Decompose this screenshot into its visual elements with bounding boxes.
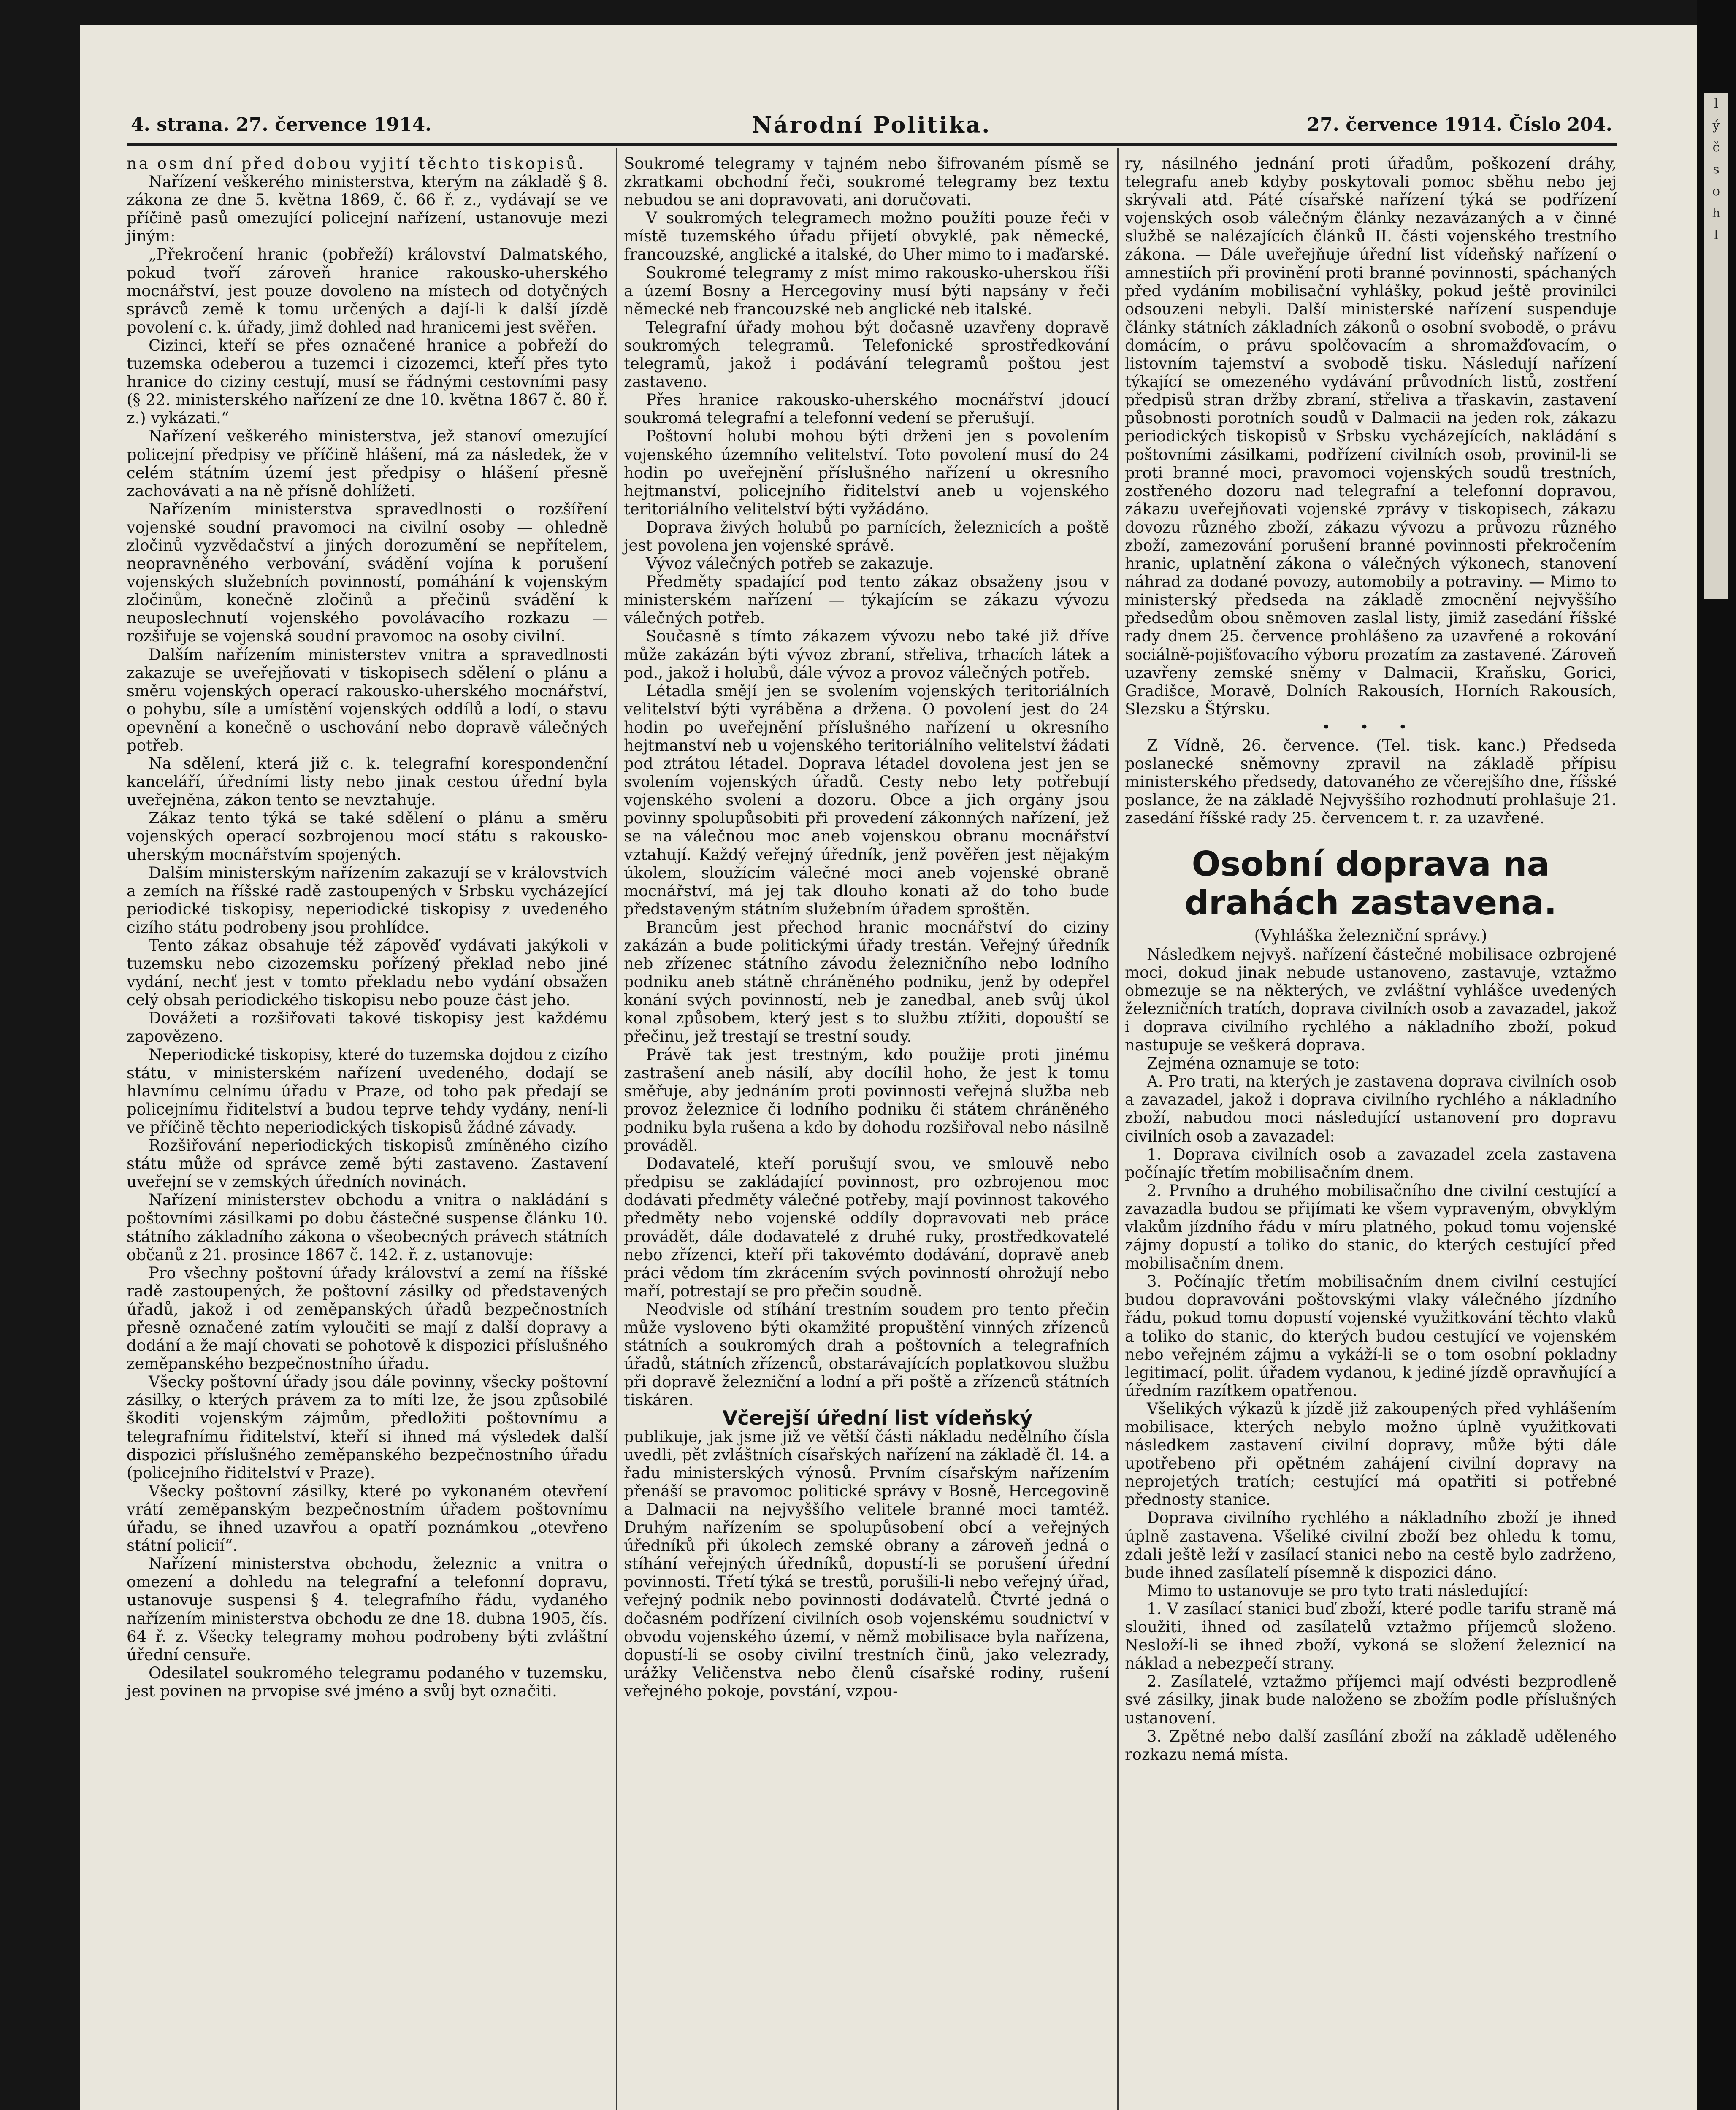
paragraph: 2. Prvního a druhého mobilisačního dne civilní cestující a zavazadla budou se přijímati ke všem vypraveným, obvyklým vlakům jízdního řádu v míru platného, pokud tomu vojenské zájmy dopustí a toliko do stanic, do kterých cestující před mobilisačním dnem.: [1125, 1181, 1617, 1273]
paragraph: Zejména oznamuje se toto:: [1147, 1054, 1360, 1073]
paragraph: V soukromých telegramech možno použíti pouze řeči v místě tuzemského úřadu přijetí obvyklé, pak německé, francouzské, anglické a italské, do Uher mimo to i maďarské.: [624, 209, 1109, 264]
edge-mark: o: [1712, 184, 1720, 199]
paragraph: 1. V zasílací stanici buď zboží, které podle tarifu straně má sloužiti, ihned od zasílatelů vztažmo příjemců složeno. Nesloží-li se ihned zboží, vykoná se složení železnicí na náklad a nebezpečí strany.: [1125, 1599, 1617, 1673]
section-heading: Včerejší úřední list vídeňský: [722, 1407, 1033, 1430]
paragraph: Nařízením ministerstva spravedlnosti o rozšíření vojenské soudní pravomoci na civilní osoby — ohledně zločinů vyzvědačství a jiných dorozumění se nepřítelem, neopravněného verbování, svádění vojína k porušení vojenských služebních povinností, pomáhání k vojenským zločinům, konečně zločinů a přečinů svádění k neuposlechnutí vojenského povolávacího rozkazu — rozšiřuje se vojenská soudní pravomoc na osoby civilní.: [127, 500, 608, 646]
paragraph: Mimo to ustanovuje se pro tyto trati následující:: [1147, 1581, 1528, 1600]
article-headline: Osobní doprava na drahách zastavena.: [1184, 844, 1557, 923]
paragraph: Telegrafní úřady mohou být dočasně uzavřeny dopravě soukromých telegramů. Telefonické sprostředkování telegramů, jakož i podávání telegramů poštou jest zastaveno.: [624, 318, 1109, 391]
paragraph: 2. Zasílatelé, vztažmo příjemci mají odvésti bezprodleně své zásilky, jinak bude naloženo se zbožím podle příslušných ustanovení.: [1125, 1672, 1617, 1727]
paragraph: ry, násilného jednání proti úřadům, poškození dráhy, telegrafu aneb kdyby poskytovali pomoc sběhu nebo jej skrývali atd. Páté císařské nařízení týká se podřízení vojenských osob válečným články nezavázaných a v činné službě se nalézajících článků II. části vojenského trestního zákona. — Dále uveřejňuje úřední list vídeňský nařízení o amnestiích při provinění proti branné povinnosti, spáchaných před vydáním mobilisační vyhlášky, pokud ještě provinilci odsouzeni nebyli. Další ministerské nařízení suspenduje články státních základních zákonů o osobní svobodě, o právu domácím, o právu spolčovacím a shromažďovacím, o listovním tajemství a svobodě tisku. Následují nařízení týkající se omezeného vydávání průvodních listů, zostření předpisů stran držby zbraní, střeliva a třaskavin, zastavení působnosti porotních soudů v Dalmacii na jeden rok, zákazu periodických tiskopisů v Srbsku vycházejících, nakládání s poštovními zásilkami, podřízení civilních osob, provinil-li se proti branné moci, pravomoci vojenských soudů trestních, zostřeného dozoru nad telegrafní a telefonní dopravou, zákazu uveřejňovati vojenské zprávy v tiskopisech, zákazu dovozu různého zboží, zákazu vývozu a průvozu různého zboží, zamezování porušení branné povinnosti překročením hranic, uplatnění zákona o válečných výkonech, stanovení náhrad za dodané povozy, automobily a potraviny. — Mimo to ministerský předseda na základě zmocnění nejvyššího předsedům obou sněmoven zaslal listy, jimiž zasedání říšské rady dnem 25. července prohlášeno za uzavřené a rokování sociálně-pojišťovacího výboru prozatím za zastavené. Zároveň uzavřeny zemské sněmy v Dalmacii, Kraňsku, Gorici, Gradišce, Moravě, Dolních Rakousích, Horních Rakousích, Slezsku a Štýrsku.: [1125, 154, 1617, 718]
paragraph: Neperiodické tiskopisy, které do tuzemska dojdou z cizího státu, v ministerském nařízení uvedeného, dodají se hlavnímu celnímu úřadu v Praze, od toho pak předají se policejnímu řiditelství a budou teprve tehdy vydány, není-li ve příčině těchto neperiodických tiskopisů žádné závady.: [127, 1045, 608, 1136]
paragraph: Odesilatel soukromého telegramu podaného v tuzemsku, jest povinen na prvopise své jméno a svůj byt označiti.: [127, 1664, 608, 1700]
paragraph: Všecky poštovní úřady jsou dále povinny, všecky poštovní zásilky, o kterých právem za to míti lze, že jsou způsobilé škoditi vojenským zájmům, předložiti poštovnímu a telegrafnímu řiditelství, kteří si ihned má výsledek další dispozici příslušného zeměpanského bezpečnostního úřadu (policejního řiditelství v Praze).: [127, 1373, 608, 1482]
paragraph: „Překročení hranic (pobřeží) království Dalmatského, pokud tvoří zároveň hranice rakousko-uherského mocnářství, jest pouze dovoleno na místech od dotyčných správců země k tomu určených a dají-li k další jízdě povolení c. k. úřady, jimž dohled nad hranicemi jest svěřen.: [127, 245, 608, 336]
newspaper-title: Národní Politika.: [752, 112, 991, 138]
column-3: [1125, 154, 1617, 2110]
edge-mark: h: [1712, 206, 1720, 221]
paragraph: A. Pro trati, na kterých je zastavena doprava civilních osob a zavazadel, jakož i doprava civilního rychlého a nákladního zboží, nabudou moci následující ustanovení pro dopravu civilních osob a zavazadel:: [1125, 1072, 1617, 1145]
paragraph: Právě tak jest trestným, kdo použije proti jinému zastrašení aneb násilí, aby docílil hoho, že jest k tomu směřuje, aby jednáním proti povinnosti veřejná služba neb provoz železnice či lodního podniku či státem chráněného podniku byla rušena a kdo by dohodu rozšiřoval nebo násilně prováděl.: [624, 1045, 1109, 1155]
paragraph: Všecky poštovní zásilky, které po vykonaném otevření vrátí zeměpanským bezpečnostním úřadem poštovnímu úřadu, se ihned uzavřou a opatří poznámkou „otevřeno státní policií“.: [127, 1482, 608, 1555]
paragraph: Pro všechny poštovní úřady království a zemí na říšské radě zastoupených, že poštovní zásilky od představených úřadů, jakož i od zeměpanských úřadů bezpečnostních přesně označené zatím vyloučiti se mají z další dopravy a dodání a že mají chovati se pohotově k dispozici příslušného zeměpanského bezpečnostního úřadu.: [127, 1263, 608, 1373]
paragraph: Soukromé telegramy v tajném nebo šifrovaném písmě se zkratkami obchodní řeči, soukromé telegramy bez textu nebudou se ani dopravovati, ani doručovati.: [624, 154, 1109, 209]
paragraph: Brancům jest přechod hranic mocnářství do ciziny zakázán a bude politickými úřady trestán. Veřejný úředník neb zřízenec státního závodu železničního nebo lodního podniku aneb státně chráněného podniku, jenž by odepřel konání svých povinností, neb je zanedbal, aneb svůj úkol konal způsobem, který jest s to službu ztížiti, dopouští se přečinu, jež trestají se trestní soudy.: [624, 918, 1109, 1046]
edge-mark: s: [1713, 162, 1720, 177]
edge-mark: č: [1712, 140, 1720, 155]
paragraph: Doprava živých holubů po parnících, železnicích a poště jest povolena jen vojenské správě.: [624, 518, 1109, 555]
paragraph: Soukromé telegramy z míst mimo rakousko-uherskou říši a území Bosny a Hercegoviny musí býti napsány v řeči německé neb francouzské neb anglické neb italské.: [624, 263, 1109, 318]
edge-mark: l: [1714, 96, 1718, 111]
header-rule: [127, 143, 1617, 146]
paragraph: Dovážeti a rozšiřovati takové tiskopisy jest každému zapovězeno.: [127, 1009, 608, 1046]
paragraph: na osm dní před dobou vyjití těchto tiskopisů.: [127, 154, 586, 173]
paragraph: Doprava civilního rychlého a nákladního zboží je ihned úplně zastavena. Všeliké civilní zboží bez ohledu k tomu, zdali ještě leží v zasílací stanici nebo na cestě bylo zadrženo, bude ihned zasílatelí písemně k dispozici dáno.: [1125, 1509, 1617, 1582]
paragraph: Nařízení veškerého ministerstva, kterým na základě § 8. zákona ze dne 5. května 1869, č. 66 ř. z., vydávají se ve příčině pasů omezující policejní nařízení, ustanovuje mezi jiným:: [127, 173, 608, 246]
edge-mark: ý: [1712, 118, 1720, 133]
paragraph: Z Vídně, 26. července. (Tel. tisk. kanc.) Předseda poslanecké sněmovny zpravil na základě přípisu ministerského předsedy, datovaného ze včerejšího dne, říšské poslance, že na základě Nejvyššího rozhodnutí prohlašuje 21. zasedání říšské rady 25. červencem t. r. za uzavřené.: [1125, 736, 1617, 828]
page-header: [127, 111, 1617, 144]
paragraph: 3. Počínajíc třetím mobilisačním dnem civilní cestující budou dopravováni poštovskými vlaky válečného jízdního řádu, pokud tomu dopustí vojenské využitkování těchto vlaků a toliko do stanic, do kterých budou cestující ve vojenském nebo veřejném zájmu a vykáží-li se o tom osobní pokladny legitimací, polit. úřadem vydanou, k jediné jízdě opravňující a úředním razítkem opatřenou.: [1125, 1272, 1617, 1400]
paragraph: Nařízení ministerstva obchodu, železnic a vnitra o omezení a dohledu na telegrafní a telefonní dopravu, ustanovuje suspensi § 4. telegrafního řádu, vydaného nařízením ministerstva obchodu ze dne 18. dubna 1905, čís. 64 ř. z. Všecky telegramy mohou podrobeny býti zvláštní úřední censuře.: [127, 1555, 608, 1664]
paragraph: Dalším nařízením ministerstev vnitra a spravedlnosti zakazuje se uveřejňovati v tiskopisech sdělení o plánu a směru vojenských operací rakousko-uherského mocnářství, o pohybu, síle a umístění vojenských oddílů a lodí, o stavu opevnění a konečně o uschování nebo dopravě válečných potřeb.: [127, 645, 608, 755]
header-page-date: 4. strana. 27. července 1914.: [131, 114, 432, 135]
column-2: [624, 154, 1109, 2110]
paragraph: Poštovní holubi mohou býti drženi jen s povolením vojenského územního velitelství. Toto povolení musí do 24 hodin po uveřejnění příslušného nařízení u okresního hejtmanství, policejního řiditelství aneb u vojenského teritoriálního velitelství býti vyžádáno.: [624, 427, 1109, 518]
paragraph: Nařízení veškerého ministerstva, jež stanoví omezující policejní předpisy ve příčině hlášení, má za následek, že v celém státním území jest předpisy o hlášení přesně zachovávati a na ně přísně dohlížeti.: [127, 427, 608, 500]
paragraph: Současně s tímto zákazem vývozu nebo také již dříve může zakázán býti vývoz zbraní, střeliva, trhacích látek a pod., jakož i holubů, dále vývoz a provoz válečných potřeb.: [624, 627, 1109, 682]
column-separator: [1117, 148, 1119, 2110]
column-separator: [616, 148, 617, 2110]
paragraph: Dalším ministerským nařízením zakazují se v královstvích a zemích na říšské radě zastoupených v Srbsku vycházející periodické tiskopisy, neperiodické tiskopisy z uvedeného cizího státu podrobeny jsou prohlídce.: [127, 863, 608, 936]
column-1: [127, 154, 608, 2110]
paragraph: Na sdělení, která již c. k. telegrafní korespondenční kanceláří, úředními listy nebo jinak cestou úřední byla uveřejněna, zákon tento se nevztahuje.: [127, 755, 608, 809]
paragraph: Předměty spadající pod tento zákaz obsaženy jsou v ministerském nařízení — týkajícím se zákazu vývozu válečných potřeb.: [624, 573, 1109, 628]
paragraph: Létadla smějí jen se svolením vojenských teritoriálních velitelství býti vyráběna a držena. O povolení jest do 24 hodin po uveřejnění příslušného nařízení u okresního hejtmanství neb u vojenského teritoriálního velitelství žádati pod ztrátou létadel. Doprava létadel dovolena jest jen se svolením vojenských úřadů. Cesty nebo lety potřebují vojenského svolení a dozoru. Obce a jich orgány jsou povinny spolupůsobiti při provedení zákonných nařízení, jež se na válečnou moc aneb vojenskou obranu mocnářství vztahují. Každý veřejný úředník, jenž pověřen jest nějakým úkolem, sloužícím válečné moci aneb vojenské obraně mocnářství, má jej tak dlouho konati až do toho bude představeným státním služebním úřadem sproštěn.: [624, 682, 1109, 918]
paragraph: 3. Zpětné nebo další zasílání zboží na základě uděleného rozkazu nemá místa.: [1125, 1727, 1617, 1764]
paragraph: Vývoz válečných potřeb se zakazuje.: [646, 555, 934, 573]
paragraph: Tento zákaz obsahuje též zápověď vydávati jakýkoli v tuzemsku nebo cizozemsku pořízený překlad nebo jiné vydání, nechť jest v tomto překladu nebo vydání obsažen celý obsah periodického tiskopisu nebo pouze část jeho.: [127, 936, 608, 1009]
article-subheading: (Vyhláška železniční správy.): [1254, 926, 1487, 945]
paragraph: Neodvisle od stíhání trestním soudem pro tento přečin může vysloveno býti okamžité propuštění vinných zřízenců státních a soukromých drah a poštovních a telegrafních úřadů, státních zřízenců, obstarávajících poplatkovou službu při dopravě železniční a lodní a při poště a zřízenců státních tiskáren.: [624, 1300, 1109, 1409]
paragraph: Přes hranice rakousko-uherského mocnářství jdoucí soukromá telegrafní a telefonní vedení se přerušují.: [624, 391, 1109, 427]
paragraph: 1. Doprava civilních osob a zavazadel zcela zastavena počínajíc třetím mobilisačním dnem.: [1125, 1145, 1617, 1182]
separator-dots: • • •: [1322, 718, 1420, 736]
paragraph: Cizinci, kteří se přes označené hranice a pobřeží do tuzemska odeberou a tuzemci i cizozemci, kteří přes tyto hranice do ciziny cestují, musí se řádnými cestovními pasy (§ 22. ministerského nařízení ze dne 10. května 1867 č. 80 ř. z.) vykázati.“: [127, 336, 608, 427]
edge-mark: l: [1714, 228, 1718, 243]
header-issue-number: 27. července 1914. Číslo 204.: [1307, 114, 1612, 135]
paragraph: Všelikých výkazů k jízdě již zakoupených před vyhlášením mobilisace, kterých nebylo možno úplně využitkovati následkem zastavení civilní dopravy, může býti dále upotřebeno při opětném zahájení civilní dopravy na neprojetých tratích; cestující má opatřiti si potřebné přednosty stanice.: [1125, 1399, 1617, 1509]
paragraph: Dodavatelé, kteří porušují svou, ve smlouvě nebo předpisu se zakládající povinnost, pro ozbrojenou moc dodávati předměty válečné potřeby, mají povinnost takového předměty nebo vojenské oddíly dopravovati neb práce provádět, dále dodavatelé z druhé ruky, prostředkovatelé nebo zřízenci, kteří při takovémto dodávání, dopravě aneb práci vědom tím zkrácením svých povinností ohrožují nebo maří, potrestají se pro přečin soudně.: [624, 1155, 1109, 1300]
paragraph: Nařízení ministerstev obchodu a vnitra o nakládání s poštovními zásilkami po dobu částečné suspense článku 10. státního základního zákona o všeobecných právech státních občanů z 21. prosince 1867 č. 142. ř. z. ustanovuje:: [127, 1191, 608, 1264]
paragraph: Rozšiřování neperiodických tiskopisů zmíněného cizího státu může od správce země býti zastaveno. Zastavení uveřejní se v zemských úředních novinách.: [127, 1136, 608, 1191]
adjacent-page-strip: [1704, 93, 1728, 599]
paragraph: Následkem nejvyš. nařízení částečné mobilisace ozbrojené moci, dokud jinak nebude ustanoveno, zastavuje, vztažmo obmezuje se na některých, ve zvláštní vyhlášce uvedených železničních tratích, doprava civilních osob a zavazadel, jakož i doprava civilního rychlého a nákladního zboží, pokud nastupuje se veškerá doprava.: [1125, 945, 1617, 1055]
paragraph: Zákaz tento týká se také sdělení o plánu a směru vojenských operací sozbrojenou mocí státu s rakousko-uherským mocnářstvím spojených.: [127, 809, 608, 864]
paragraph: publikuje, jak jsme již ve větší části nákladu nedělního čísla uvedli, pět zvláštních císařských nařízení na základě čl. 14. a řadu ministerských výnosů. Prvním císařským nařízením přenáší se pravomoc politické správy v Bosně, Hercegovině a Dalmacii na nejvyššího velitele branné moci tamtéž. Druhým nařízením se spolupůsobení obcí a veřejných úředníků při úkolech zemské obrany a zároveň jedná o stíhání veřejných úředníků, dopustí-li se porušení úřední povinnosti. Třetí týká se trestů, porušili-li nebo veřejný úřad, veřejný podnik nebo povinnosti dodávatelů. Čtvrté jedná o dočasném podřízení civilních osob vojenskému soudnictví v obvodu vojenského území, v němž mobilisace byla nařízena, dopustí-li se osoby civilní trestních činů, jako velezrady, urážky Veličenstva nebo členů císařské rodiny, rušení veřejného pokoje, povstání, vzpou-: [624, 1427, 1109, 1700]
